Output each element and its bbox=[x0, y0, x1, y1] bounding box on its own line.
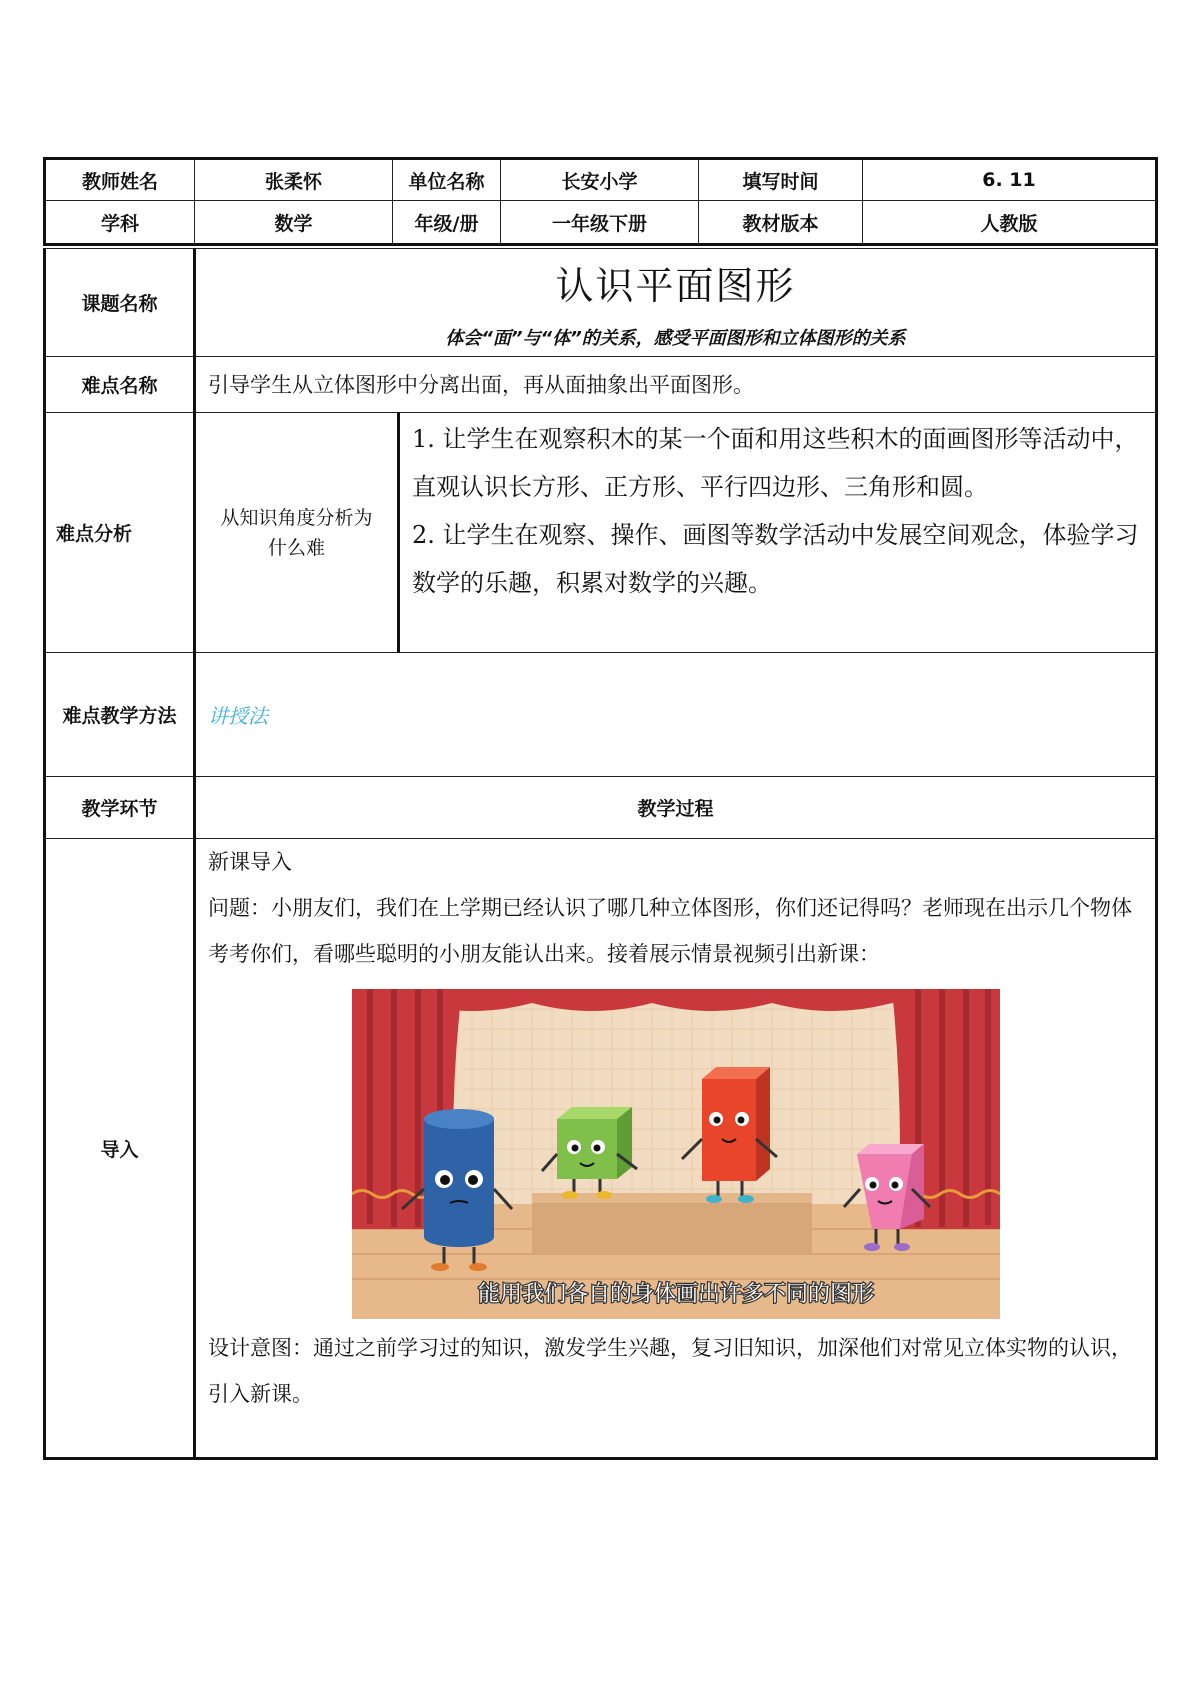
intro-question: 问题：小朋友们，我们在上学期已经认识了哪几种立体图形，你们还记得吗？老师现在出示几个物体考考你们，看哪些聪明的小朋友能认出来。接着展示情景视频引出新课： bbox=[208, 896, 1132, 966]
date-value: 6. 11 bbox=[863, 159, 1157, 201]
method-value: 讲授法 bbox=[195, 653, 1157, 777]
analysis-row bbox=[45, 413, 1157, 653]
intro-row bbox=[45, 839, 1157, 1459]
analysis-label: 难点分析 bbox=[45, 413, 195, 653]
analysis-points bbox=[399, 413, 1157, 653]
teacher-value: 张柔怀 bbox=[195, 159, 393, 201]
subject-label: 学科 bbox=[45, 201, 195, 245]
intro-heading: 新课导入 bbox=[208, 850, 292, 874]
edition-label: 教材版本 bbox=[699, 201, 863, 245]
lesson-subtitle: 体会“面”与“体”的关系，感受平面图形和立体图形的关系 bbox=[445, 328, 906, 349]
edition-value: 人教版 bbox=[863, 201, 1157, 245]
difficulty-text: 引导学生从立体图形中分离出面，再从面抽象出平面图形。 bbox=[195, 357, 1157, 413]
content-table bbox=[43, 248, 1158, 1460]
topic-cell bbox=[195, 249, 1157, 357]
process-label: 教学过程 bbox=[195, 777, 1157, 839]
teacher-label: 教师姓名 bbox=[45, 159, 195, 201]
unit-value: 长安小学 bbox=[501, 159, 699, 201]
date-label: 填写时间 bbox=[699, 159, 863, 201]
subject-value: 数学 bbox=[195, 201, 393, 245]
intro-label: 导入 bbox=[45, 839, 195, 1459]
method-row bbox=[45, 653, 1157, 777]
stage-label: 教学环节 bbox=[45, 777, 195, 839]
analysis-angle: 从知识角度分析为什么难 bbox=[195, 413, 399, 653]
stage-scene-image bbox=[352, 989, 1000, 1319]
difficulty-row bbox=[45, 357, 1157, 413]
topic-row bbox=[45, 249, 1157, 357]
analysis-point-1: 1. 让学生在观察积木的某一个面和用这些积木的面画图形等活动中，直观认识长方形、正方形、平行四边形、三角形和圆。 bbox=[412, 425, 1139, 501]
topic-label: 课题名称 bbox=[45, 249, 195, 357]
lesson-plan-sheet bbox=[43, 157, 1155, 1460]
process-header-row bbox=[45, 777, 1157, 839]
unit-label: 单位名称 bbox=[393, 159, 501, 201]
intro-design-intent: 设计意图：通过之前学习过的知识，激发学生兴趣，复习旧知识，加深他们对常见立体实物的认识，引入新课。 bbox=[208, 1336, 1132, 1406]
intro-cell bbox=[195, 839, 1157, 1459]
method-label: 难点教学方法 bbox=[45, 653, 195, 777]
difficulty-label: 难点名称 bbox=[45, 357, 195, 413]
scene-caption: 能用我们各自的身体画出许多不同的图形 bbox=[477, 1282, 874, 1307]
analysis-point-2: 2. 让学生在观察、操作、画图等数学活动中发展空间观念，体验学习数学的乐趣，积累对数学的兴趣。 bbox=[412, 521, 1139, 597]
grade-value: 一年级下册 bbox=[501, 201, 699, 245]
lesson-title: 认识平面图形 bbox=[555, 264, 796, 308]
grade-label: 年级/册 bbox=[393, 201, 501, 245]
info-table bbox=[43, 157, 1158, 246]
